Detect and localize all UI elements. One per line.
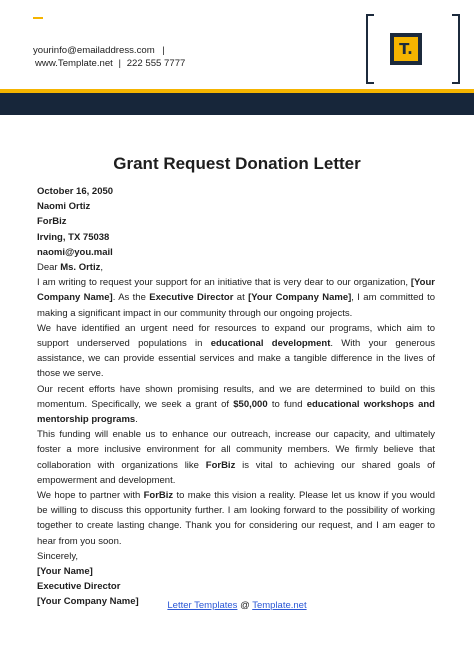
recipient-name: Naomi Ortiz — [37, 201, 91, 213]
p1-text: , I am committed to making a significant impact in our community through our ongoing projects. — [37, 292, 436, 319]
p4-text: is vital to achieving our shared goals of empowerment and development. — [37, 459, 436, 486]
p3-programs: educational workshops and mentorship programs — [37, 398, 435, 426]
p3-text: to fund — [267, 398, 307, 410]
logo-frame — [366, 14, 460, 84]
p1-text: . As the — [112, 292, 150, 304]
p1-text: I am writing to request your support for an initiative that is very dear to our organization, — [37, 277, 411, 289]
logo-letter: T. — [394, 37, 418, 61]
accent-dash — [33, 17, 43, 19]
letter-body — [37, 184, 435, 610]
p1-role: Executive Director — [149, 292, 234, 304]
contact-phone: 222 555 7777 — [126, 58, 186, 69]
company-logo — [390, 33, 422, 65]
bracket-right — [452, 14, 460, 84]
paragraph-1 — [37, 275, 435, 321]
p2-text: . With your generous assistance, we can provide essential services and make a tangible difference in the lives of those we serve. — [37, 338, 436, 380]
bracket-left — [366, 14, 374, 84]
contact-line-1 — [33, 44, 185, 57]
p2-focus: educational development — [210, 338, 331, 350]
p5-text: to make this vision a reality. Please let us know if you would be willing to discuss this opportunity further. I am looking forward to the possibility of working together to create lasting change. Thank you for considering our request, and I am eager to hear from you soon. — [37, 490, 436, 547]
signature-name: [Your Name] — [37, 566, 93, 578]
closing: Sincerely, — [37, 550, 79, 562]
footer-at: @ — [237, 600, 253, 611]
contact-email: yourinfo@emailaddress.com — [33, 45, 155, 56]
recipient-city: Irving, TX 75038 — [37, 231, 110, 243]
signature-company: [Your Company Name] — [37, 596, 139, 608]
header-navy-band — [0, 93, 474, 115]
p2-text: We have identified an urgent need for resources to expand our programs, which aim to support underserved populations in — [37, 322, 435, 350]
template-net-link[interactable]: Template.net — [252, 600, 307, 611]
salutation-prefix: Dear — [37, 262, 61, 274]
p1-company: [Your Company Name] — [37, 277, 435, 304]
p1-company: [Your Company Name] — [248, 292, 352, 304]
p3-amount: $50,000 — [233, 398, 268, 410]
letterhead — [0, 0, 474, 92]
p5-text: We hope to partner with — [37, 490, 144, 502]
contact-info — [33, 44, 185, 70]
paragraph-2 — [37, 321, 435, 382]
recipient-company: ForBiz — [37, 216, 67, 228]
salutation-suffix: , — [100, 262, 103, 274]
paragraph-4 — [37, 427, 435, 488]
contact-line-2 — [33, 57, 185, 70]
document-title: Grant Request Donation Letter — [113, 154, 361, 173]
p4-org: ForBiz — [205, 459, 236, 471]
p3-text: . — [135, 414, 138, 426]
contact-separator: | — [118, 58, 122, 69]
letter-templates-link[interactable]: Letter Templates — [167, 600, 238, 611]
p5-org: ForBiz — [143, 490, 174, 502]
salutation — [37, 260, 435, 275]
contact-website: www.Template.net — [35, 58, 113, 69]
footer — [0, 600, 474, 611]
paragraph-3 — [37, 382, 435, 428]
salutation-name: Ms. Ortiz — [60, 262, 101, 274]
p1-text: at — [233, 292, 249, 304]
contact-separator: | — [162, 45, 165, 56]
p4-text: This funding will enable us to enhance our outreach, increase our capacity, and ultimately foster a more inclusive environment for all community members. We firmly believe that collaboration with organizations like — [37, 429, 435, 471]
paragraph-5 — [37, 488, 435, 549]
p3-text: Our recent efforts have shown promising results, and we are determined to build on this momentum. Specifically, we seek a grant of — [37, 383, 435, 410]
letter-date: October 16, 2050 — [37, 186, 114, 197]
signature-title: Executive Director — [37, 581, 121, 593]
recipient-email: naomi@you.mail — [37, 246, 113, 258]
